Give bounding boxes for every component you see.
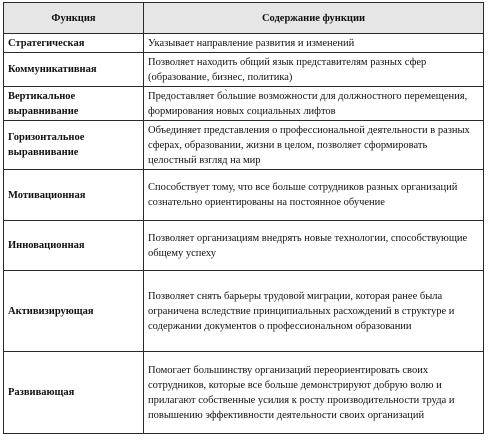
functions-table	[3, 2, 484, 434]
function-name: Вертикальное выравнивание	[4, 87, 144, 121]
header-content: Содержание функции	[144, 3, 484, 34]
table-row	[4, 221, 484, 271]
table-row	[4, 121, 484, 170]
header-function: Функция	[4, 3, 144, 34]
function-name: Коммуникативная	[4, 53, 144, 87]
function-name: Мотивационная	[4, 170, 144, 221]
function-description: Позволяет организациям внедрять новые технологии, способствующие общему успеху	[144, 221, 484, 271]
function-name: Активизирующая	[4, 271, 144, 352]
function-description: Помогает большинству организаций переориентировать своих сотрудников, которые все больше демонстрируют добрую волю и прилагают собственные усилия к росту производительности труда и повышению эффективности деятельности своих организаций	[144, 352, 484, 434]
table-row	[4, 352, 484, 434]
function-name: Стратегическая	[4, 34, 144, 53]
table-row	[4, 271, 484, 352]
function-description: Указывает направление развития и изменений	[144, 34, 484, 53]
header-row	[4, 3, 484, 34]
function-name: Развивающая	[4, 352, 144, 434]
function-description: Объединяет представления о профессиональной деятельности в разных сферах, образовании, жизни в целом, позволяет сформировать целостный взгляд на мир	[144, 121, 484, 170]
function-name: Инновационная	[4, 221, 144, 271]
function-description: Предоставляет бо̀льшие возможности для должностного перемещения, формирования новых социальных лифтов	[144, 87, 484, 121]
table-row	[4, 87, 484, 121]
function-description: Позволяет снять барьеры трудовой миграции, которая ранее была ограничена вследствие принципиальных расхождений в структуре и содержании документов о профессиональном образовании	[144, 271, 484, 352]
table-row	[4, 53, 484, 87]
function-description: Способствует тому, что все больше сотрудников разных организаций сознательно ориентированы на постоянное обучение	[144, 170, 484, 221]
function-description: Позволяет находить общий язык представителям разных сфер (образование, бизнес, политика)	[144, 53, 484, 87]
table-row	[4, 34, 484, 53]
function-name: Горизонтальное выравнивание	[4, 121, 144, 170]
table-row	[4, 170, 484, 221]
